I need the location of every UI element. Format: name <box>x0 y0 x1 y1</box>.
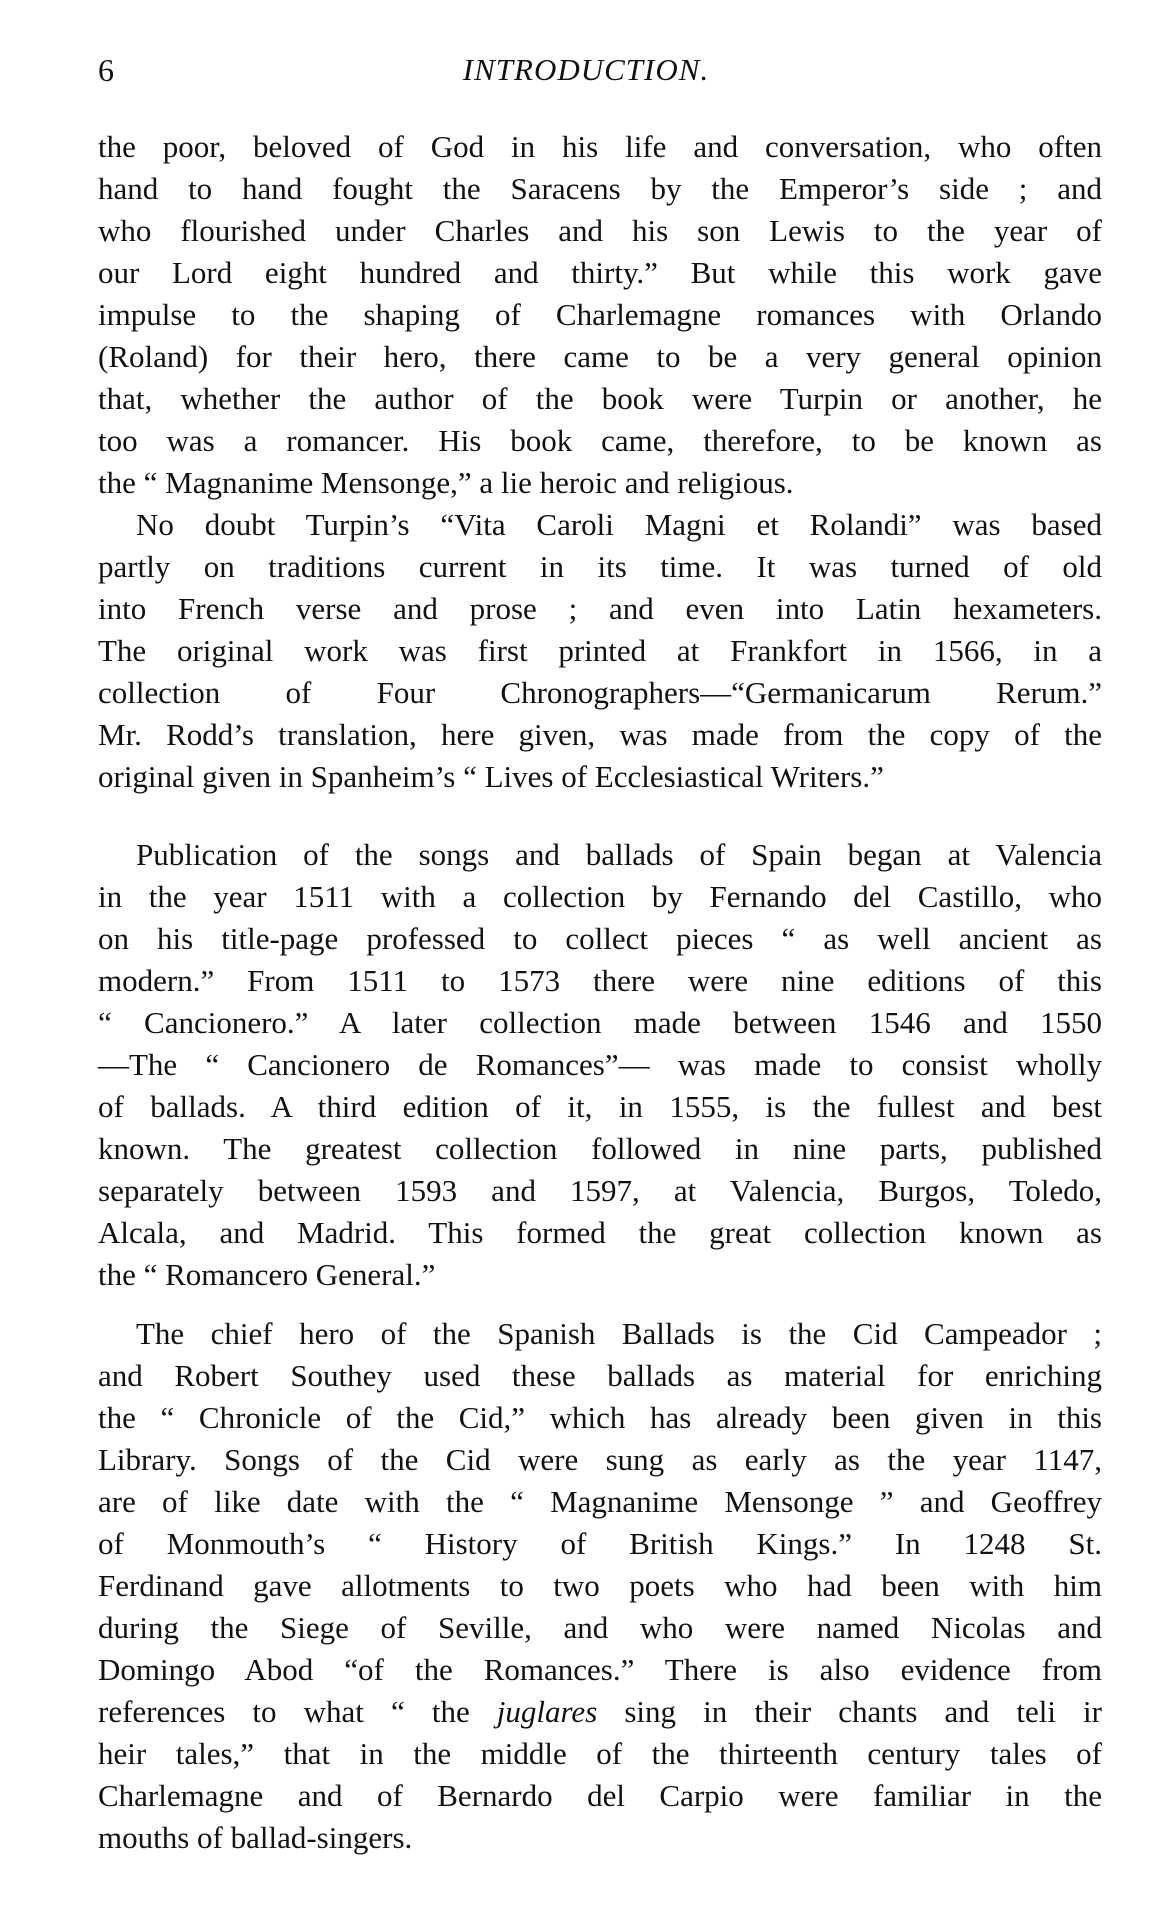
text-line: too was a romancer. His book came, therefore, to be known as <box>98 423 1102 458</box>
paragraph <box>98 126 1102 504</box>
paragraph <box>98 1313 1102 1859</box>
text-line: of ballads. A third edition of it, in 1555, is the fullest and best <box>98 1089 1102 1124</box>
text-line: modern.” From 1511 to 1573 there were nine editions of this <box>98 963 1102 998</box>
page-number: 6 <box>98 52 114 88</box>
text-line: are of like date with the “ Magnanime Mensonge ” and Geoffrey <box>98 1484 1102 1519</box>
text-line: the “ Romancero General.” <box>98 1257 436 1292</box>
text-line: Domingo Abod “of the Romances.” There is also evidence from <box>98 1652 1102 1687</box>
page-body <box>98 126 1102 1859</box>
text-line: (Roland) for their hero, there came to be a very general opinion <box>98 339 1102 374</box>
text-line: The chief hero of the Spanish Ballads is the Cid Campeador ; <box>136 1316 1102 1351</box>
text-line: The original work was first printed at Frankfort in 1566, in a <box>98 633 1102 668</box>
text-line: impulse to the shaping of Charlemagne romances with Orlando <box>98 297 1102 332</box>
text-line: Charlemagne and of Bernardo del Carpio were familiar in the <box>98 1778 1102 1813</box>
text-span: sing in their chants and teli ir <box>597 1694 1102 1729</box>
paragraph <box>98 504 1102 798</box>
text-line: Mr. Rodd’s translation, here given, was made from the copy of the <box>98 717 1102 752</box>
text-line <box>98 1691 1102 1733</box>
text-line: the poor, beloved of God in his life and conversation, who often <box>98 129 1102 164</box>
text-line: No doubt Turpin’s “Vita Caroli Magni et Rolandi” was based <box>136 507 1102 542</box>
italic-term: juglares <box>496 1694 598 1729</box>
text-line: that, whether the author of the book were Turpin or another, he <box>98 381 1102 416</box>
text-line: “ Cancionero.” A later collection made between 1546 and 1550 <box>98 1005 1102 1040</box>
text-line: Ferdinand gave allotments to two poets who had been with him <box>98 1568 1102 1603</box>
paragraph <box>98 834 1102 1296</box>
text-line: hand to hand fought the Saracens by the Emperor’s side ; and <box>98 171 1102 206</box>
text-line: heir tales,” that in the middle of the thirteenth century tales of <box>98 1736 1102 1771</box>
text-line: who flourished under Charles and his son Lewis to the year of <box>98 213 1102 248</box>
text-line: original given in Spanheim’s “ Lives of Ecclesiastical Writers.” <box>98 759 884 794</box>
text-line: collection of Four Chronographers—“Germanicarum Rerum.” <box>98 675 1102 710</box>
text-line: Alcala, and Madrid. This formed the great collection known as <box>98 1215 1102 1250</box>
text-line: mouths of ballad-singers. <box>98 1820 413 1855</box>
running-title: INTRODUCTION. <box>462 52 710 87</box>
text-line: in the year 1511 with a collection by Fernando del Castillo, who <box>98 879 1102 914</box>
text-line: separately between 1593 and 1597, at Valencia, Burgos, Toledo, <box>98 1173 1102 1208</box>
text-line: Publication of the songs and ballads of Spain began at Valencia <box>136 837 1102 872</box>
text-line: on his title-page professed to collect pieces “ as well ancient as <box>98 921 1102 956</box>
text-line: partly on traditions current in its time. It was turned of old <box>98 549 1102 584</box>
text-line: —The “ Cancionero de Romances”— was made to consist wholly <box>98 1047 1102 1082</box>
text-line: during the Siege of Seville, and who were named Nicolas and <box>98 1610 1102 1645</box>
text-line: Library. Songs of the Cid were sung as early as the year 1147, <box>98 1442 1102 1477</box>
text-line: our Lord eight hundred and thirty.” But while this work gave <box>98 255 1102 290</box>
text-line: known. The greatest collection followed in nine parts, published <box>98 1131 1102 1166</box>
text-span: references to what “ the <box>98 1694 497 1729</box>
text-line: the “ Chronicle of the Cid,” which has already been given in this <box>98 1400 1102 1435</box>
text-line: into French verse and prose ; and even into Latin hexameters. <box>98 591 1102 626</box>
text-line: of Monmouth’s “ History of British Kings.” In 1248 St. <box>98 1526 1102 1561</box>
text-line: the “ Magnanime Mensonge,” a lie heroic and religious. <box>98 465 794 500</box>
text-line: and Robert Southey used these ballads as material for enriching <box>98 1358 1102 1393</box>
